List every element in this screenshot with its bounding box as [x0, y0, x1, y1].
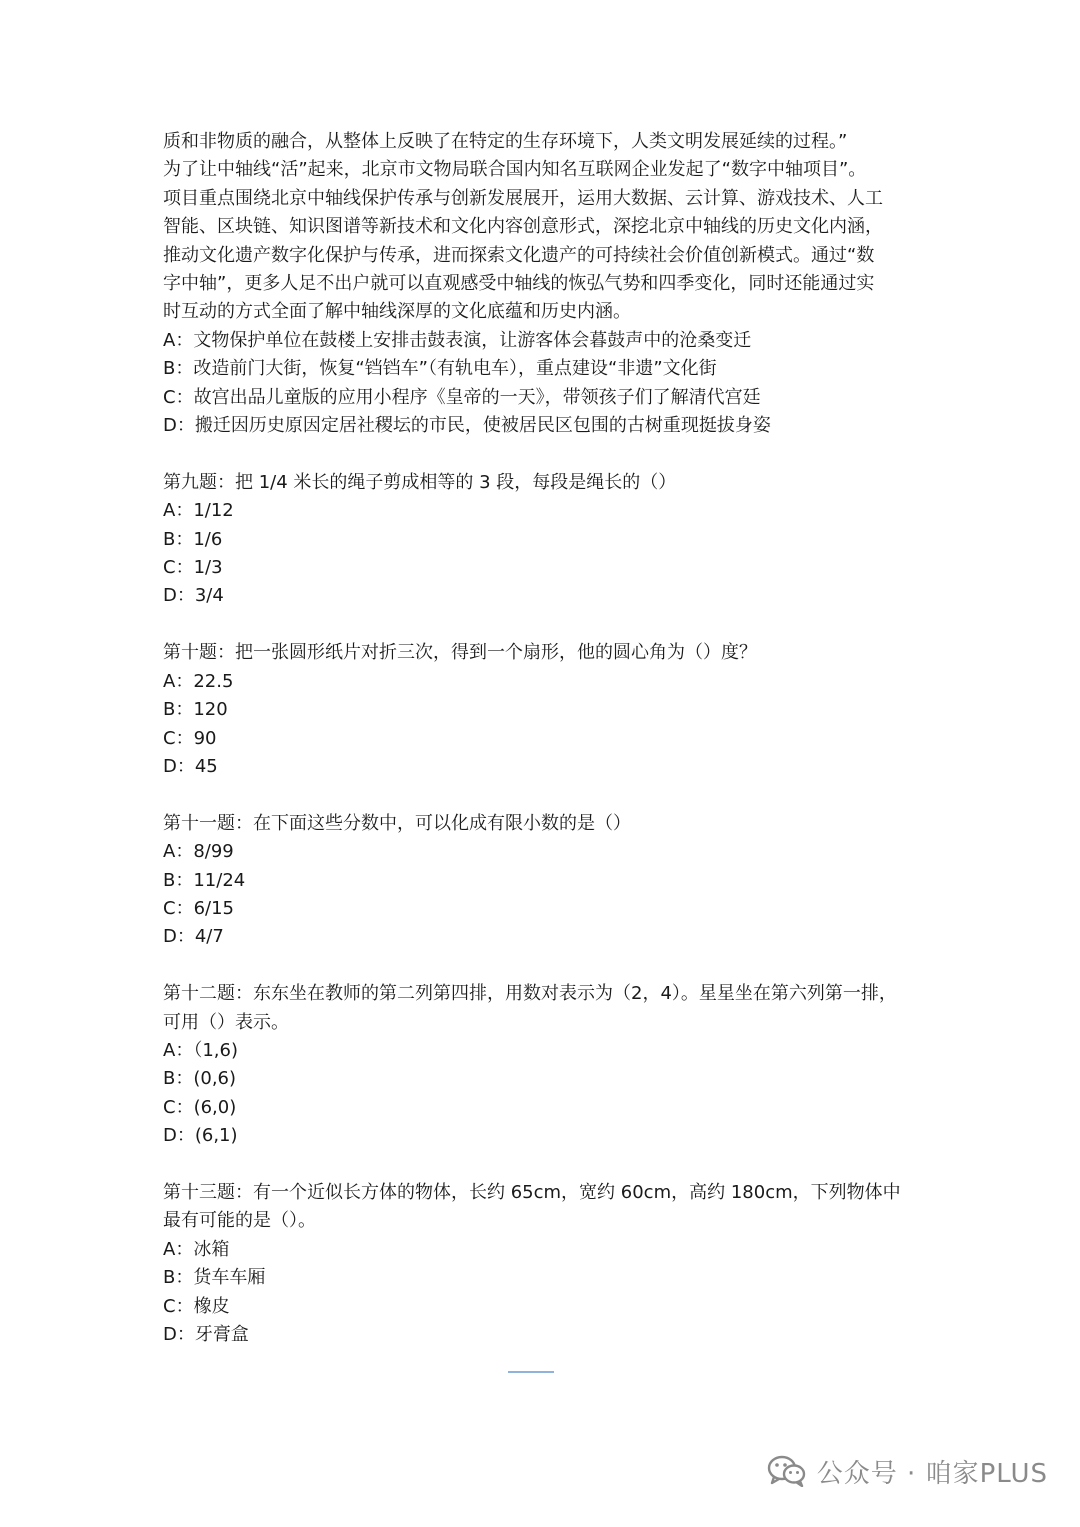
option-a: A：（1,6)	[163, 1039, 238, 1061]
option-c: C：90	[163, 727, 217, 749]
option-a: A：文物保护单位在鼓楼上安排击鼓表演，让游客体会暮鼓声中的沧桑变迁	[163, 329, 752, 351]
question-title: 第十一题：在下面这些分数中，可以化成有限小数的是（）	[163, 812, 631, 834]
wechat-icon	[767, 1455, 807, 1487]
option-a: A：冰箱	[163, 1238, 230, 1260]
option-b: B：货车车厢	[163, 1267, 266, 1289]
document-page	[163, 128, 923, 1349]
option-c: C：1/3	[163, 557, 223, 579]
option-a: A：22.5	[163, 670, 234, 692]
question-9	[163, 469, 923, 611]
paragraph-line: 智能、区块链、知识图谱等新技术和文化内容创意形式，深挖北京中轴线的历史文化内涵，	[163, 216, 883, 238]
paragraph-line: 推动文化遗产数字化保护与传承，进而探索文化遗产的可持续社会价值创新模式。通过“数	[163, 244, 875, 266]
option-b: B：120	[163, 699, 228, 721]
question-13	[163, 1179, 923, 1349]
option-c: C：故宫出品儿童版的应用小程序《皇帝的一天》，带领孩子们了解清代宫廷	[163, 386, 761, 408]
option-d: D：45	[163, 755, 218, 777]
question-title: 第十三题：有一个近似长方体的物体，长约 65cm，宽约 60cm，高约 180cm，下列物体中	[163, 1181, 901, 1203]
option-b: B：11/24	[163, 869, 246, 891]
question-12	[163, 980, 923, 1150]
intro-options	[163, 327, 923, 441]
option-d: D：(6,1)	[163, 1125, 238, 1147]
option-c: C：(6,0)	[163, 1096, 237, 1118]
option-d: D：4/7	[163, 926, 224, 948]
option-d: D：3/4	[163, 585, 224, 607]
paragraph-line: 时互动的方式全面了解中轴线深厚的文化底蕴和历史内涵。	[163, 301, 631, 323]
option-a: A：8/99	[163, 841, 234, 863]
question-title: 第十题：把一张圆形纸片对折三次，得到一个扇形，他的圆心角为（）度？	[163, 642, 757, 664]
option-a: A：1/12	[163, 500, 234, 522]
option-b: B：1/6	[163, 528, 223, 550]
question-title-continued: 可用（）表示。	[163, 1011, 289, 1033]
question-title: 第十二题：东东坐在教师的第二列第四排，用数对表示为（2，4）。星星坐在第六列第一排，	[163, 983, 897, 1005]
paragraph-line: 字中轴”，更多人足不出户就可以直观感受中轴线的恢弘气势和四季变化，同时还能通过实	[163, 273, 875, 295]
question-11	[163, 810, 923, 952]
paragraph-line: 为了让中轴线“活”起来，北京市文物局联合国内知名互联网企业发起了“数字中轴项目”。	[163, 159, 867, 181]
question-title-continued: 最有可能的是（）。	[163, 1210, 316, 1232]
option-d: D：搬迁因历史原因定居社稷坛的市民，使被居民区包围的古树重现挺拔身姿	[163, 415, 771, 437]
option-d: D：牙膏盒	[163, 1323, 249, 1345]
option-c: C：橡皮	[163, 1295, 230, 1317]
page-divider	[508, 1371, 554, 1373]
option-c: C：6/15	[163, 897, 234, 919]
question-10	[163, 639, 923, 781]
option-b: B：(0,6)	[163, 1068, 237, 1090]
question-title: 第九题：把 1/4 米长的绳子剪成相等的 3 段，每段是绳长的（）	[163, 471, 677, 493]
intro-paragraph	[163, 128, 923, 327]
paragraph-line: 项目重点围绕北京中轴线保护传承与创新发展展开，运用大数据、云计算、游戏技术、人工	[163, 187, 883, 209]
watermark-text: 公众号 · 咱家PLUS	[816, 1458, 1048, 1489]
paragraph-line: 质和非物质的融合，从整体上反映了在特定的生存环境下，人类文明发展延续的过程。”	[163, 131, 848, 152]
option-b: B：改造前门大街，恢复“铛铛车”（有轨电车），重点建设“非遗”文化街	[163, 358, 717, 380]
watermark	[767, 1451, 1048, 1491]
